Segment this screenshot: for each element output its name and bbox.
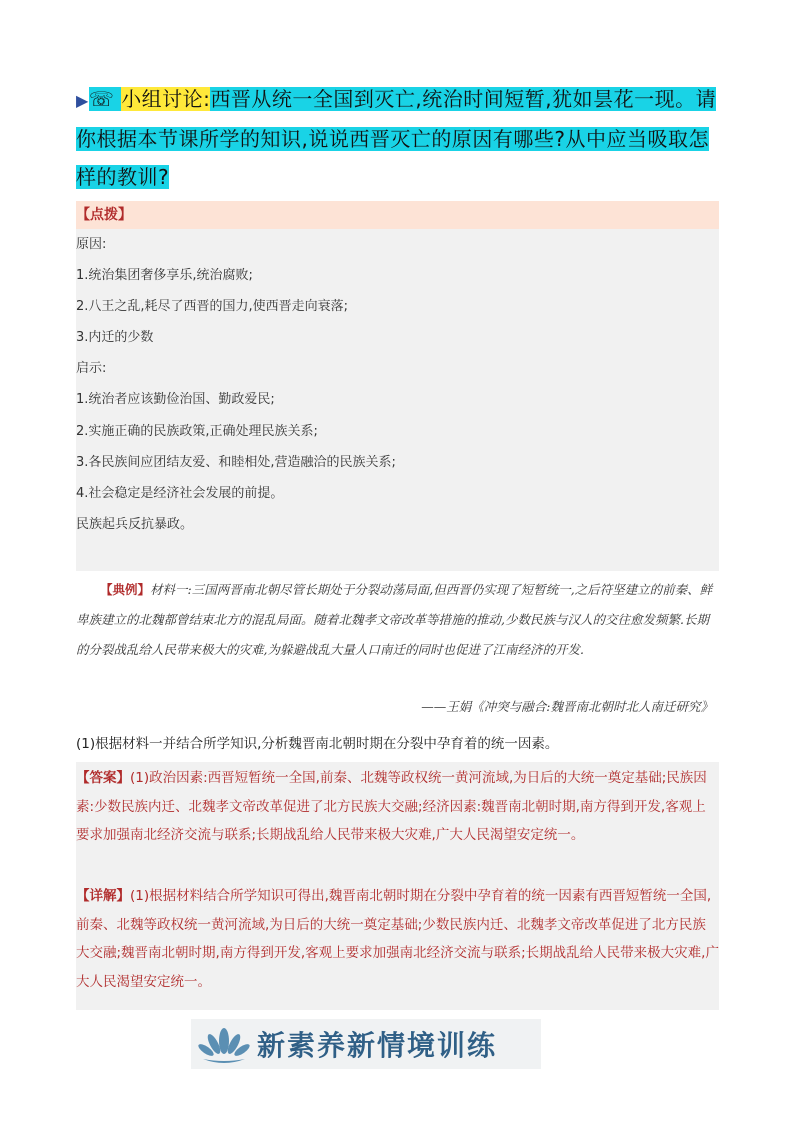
banner-title: 新素养新情境训练 <box>257 1029 498 1062</box>
question-text: (1)根据材料一并结合所学知识,分析魏晋南北朝时期在分裂中孕育着的统一因素。 <box>76 736 559 752</box>
discussion-label: 小组讨论: <box>121 87 211 111</box>
hint-line: 2.实施正确的民族政策,正确处理民族关系; <box>76 423 318 439</box>
hint-body <box>76 229 719 571</box>
section-banner <box>191 1019 541 1069</box>
detail-text: (1)根据材料结合所学知识可得出,魏晋南北朝时期在分裂中孕育着的统一因素有西晋短暂统一全国,前秦、北魏等政权统一黄河流域,为日后的大统一奠定基础;少数民族内迁、北魏孝文帝改革促进了北方民族大交融;魏晋南北朝时期,南方得到开发,客观上要求加强南北经济交流与联系;长期战乱给人民带来极大灾难,广大人民渴望安定统一。 <box>76 888 719 990</box>
answer-tag: 【答案】 <box>76 770 130 786</box>
triangle-arrow-icon: ▶ <box>76 91 89 110</box>
hint-line: 2.八王之乱,耗尽了西晋的国力,使西晋走向衰落; <box>76 299 349 315</box>
lotus-icon <box>197 1019 251 1069</box>
answer-text: (1)政治因素:西晋短暂统一全国,前秦、北魏等政权统一黄河流域,为日后的大统一奠定基础;民族因素:少数民族内迁、北魏孝文帝改革促进了北方民族大交融;经济因素:魏晋南北朝时期,南方得到开发,客观上要求加强南北经济交流与联系;长期战乱给人民带来极大灾难,广大人民渴望安定统一。 <box>76 770 707 843</box>
example-text: 材料一:三国两晋南北朝尽管长期处于分裂动荡局面,但西晋仍实现了短暂统一,之后符坚建立的前秦、鲜卑族建立的北魏都曾结束北方的混乱局面。随着北魏孝文帝改革等措施的推动,少数民族与汉人的交往愈发频繁.长期的分裂战乱给人民带来极大的灾难,为躲避战乱大量人口南迁的同时也促进了江南经济的开发. <box>76 582 713 657</box>
discussion-prompt <box>76 80 726 196</box>
phone-icon: ☏ <box>88 87 115 111</box>
hint-line <box>76 540 719 571</box>
example-tag: 【典例】 <box>100 582 151 597</box>
detail-tag: 【详解】 <box>76 888 130 904</box>
hint-line: 启示: <box>76 361 107 377</box>
hint-line: 民族起兵反抗暴政。 <box>76 516 194 532</box>
hint-line: 3.各民族间应团结友爱、和睦相处,营造融洽的民族关系; <box>76 454 396 470</box>
hint-header: 【点拨】 <box>76 201 719 229</box>
hint-line: 4.社会稳定是经济社会发展的前提。 <box>76 485 284 501</box>
hint-line: 原因: <box>76 237 107 252</box>
hint-line: 1.统治者应该勤俭治国、勤政爱民; <box>76 392 275 408</box>
example-material <box>76 575 719 665</box>
discussion-text: 西晋从统一全国到灭亡,统治时间短暂,犹如昙花一现。请你根据本节课所学的知识,说说西晋灭亡的原因有哪些?从中应当吸取怎样的教训? <box>76 87 717 189</box>
answer-block <box>76 764 719 850</box>
detail-block <box>76 882 719 996</box>
hint-line: 1.统治集团奢侈享乐,统治腐败; <box>76 268 253 284</box>
hint-line: 3.内迁的少数 <box>76 330 154 346</box>
example-source: ——王娟《冲突与融合:魏晋南北朝时北人南迁研究》 <box>421 699 713 714</box>
